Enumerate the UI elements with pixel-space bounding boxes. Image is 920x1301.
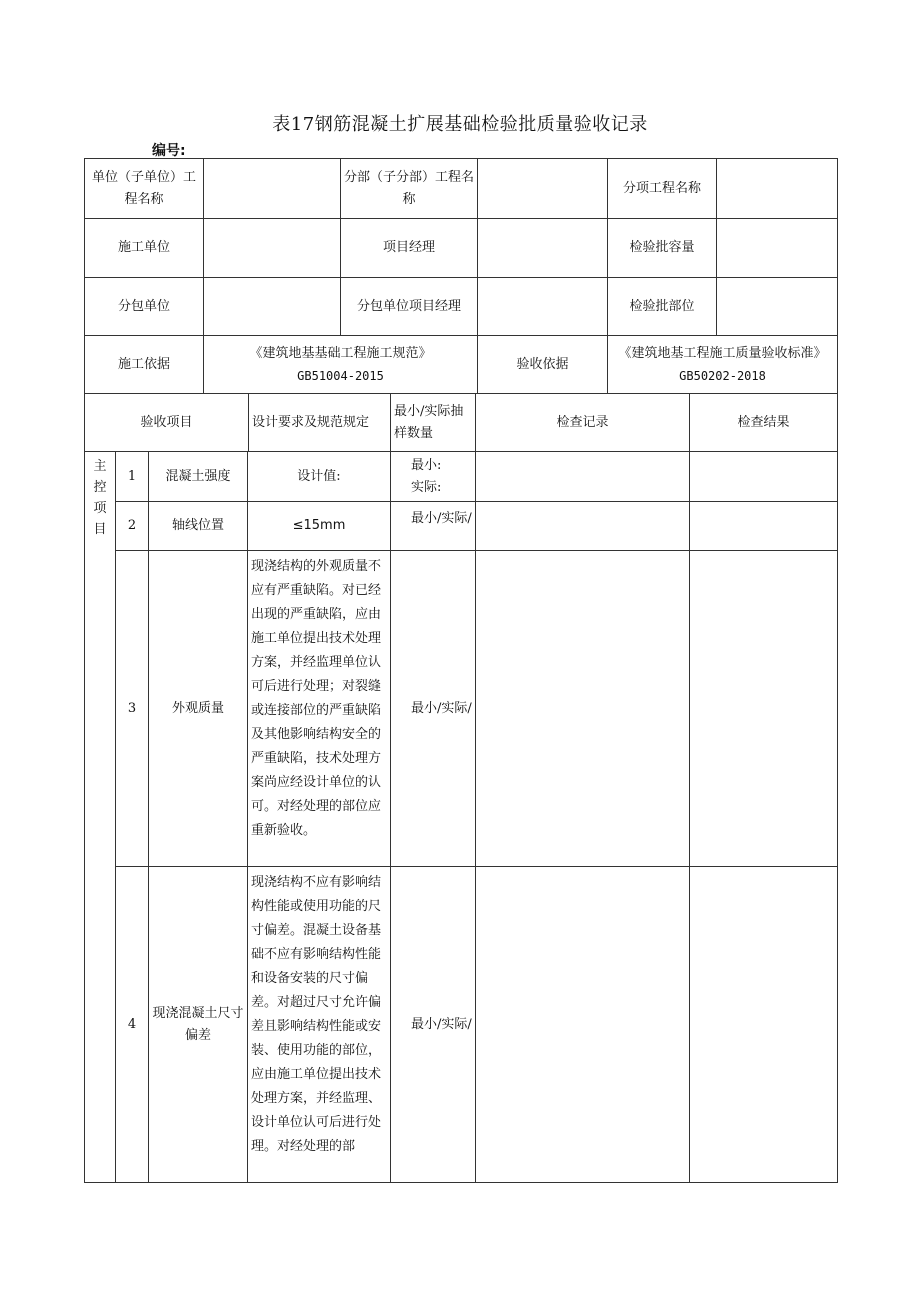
construction-basis-label: 施工依据 xyxy=(85,336,204,394)
construction-unit-label: 施工单位 xyxy=(85,219,204,278)
main-control-table xyxy=(84,451,838,1183)
column-sample: 最小/实际抽样数量 xyxy=(391,394,476,452)
unit-name-field[interactable] xyxy=(204,159,341,219)
construction-basis-code: GB51004-2015 xyxy=(297,368,384,383)
item-name-label: 分项工程名称 xyxy=(608,159,717,219)
row-requirement: 设计值: xyxy=(248,452,391,502)
subdivision-name-label: 分部（子分部）工程名称 xyxy=(341,159,478,219)
subcontractor-field[interactable] xyxy=(204,278,341,336)
row-result[interactable] xyxy=(690,452,838,502)
main-control-label: 主控项目 xyxy=(85,452,116,1183)
row-number: 1 xyxy=(116,452,149,502)
row-requirement: ≤15mm xyxy=(248,502,391,551)
sample-actual: 实际: xyxy=(411,479,442,495)
column-header-table xyxy=(84,393,838,452)
subcontractor-label: 分包单位 xyxy=(85,278,204,336)
page-title: 表17钢筋混凝土扩展基础检验批质量验收记录 xyxy=(272,114,648,135)
column-result: 检查结果 xyxy=(690,394,838,452)
row-item-name: 混凝土强度 xyxy=(149,452,248,502)
construction-basis-value xyxy=(204,336,478,394)
subcontractor-manager-field[interactable] xyxy=(478,278,608,336)
row-sample[interactable]: 最小/实际/ xyxy=(391,551,476,867)
table-row xyxy=(85,551,838,867)
subdivision-name-field[interactable] xyxy=(478,159,608,219)
column-item: 验收项目 xyxy=(85,394,249,452)
row-requirement: 现浇结构不应有影响结构性能或使用功能的尺寸偏差。混凝土设备基础不应有影响结构性能和设备安装的尺寸偏差。对超过尺寸允许偏差且影响结构性能或安装、使用功能的部位，应由施工单位提出技术处理方案，并经监理、设计单位认可后进行处理。对经处理的部 xyxy=(248,867,391,1183)
row-record[interactable] xyxy=(476,452,690,502)
batch-capacity-field[interactable] xyxy=(717,219,838,278)
sample-min: 最小: xyxy=(411,457,442,473)
batch-capacity-label: 检验批容量 xyxy=(608,219,717,278)
column-requirement: 设计要求及规范规定 xyxy=(249,394,391,452)
record-number-label: 编号: xyxy=(152,143,186,159)
table-row xyxy=(85,867,838,1183)
row-result[interactable] xyxy=(690,502,838,551)
header-info-table xyxy=(84,158,838,394)
row-item-name: 轴线位置 xyxy=(149,502,248,551)
row-sample[interactable]: 最小/实际/ xyxy=(391,502,476,551)
batch-location-label: 检验批部位 xyxy=(608,278,717,336)
row-record[interactable] xyxy=(476,551,690,867)
row-number: 3 xyxy=(116,551,149,867)
acceptance-basis-label: 验收依据 xyxy=(478,336,608,394)
row-record[interactable] xyxy=(476,867,690,1183)
row-result[interactable] xyxy=(690,867,838,1183)
row-number: 4 xyxy=(116,867,149,1183)
project-manager-field[interactable] xyxy=(478,219,608,278)
acceptance-basis-value xyxy=(608,336,838,394)
row-number: 2 xyxy=(116,502,149,551)
table-row xyxy=(85,502,838,551)
row-item-name: 现浇混凝土尺寸偏差 xyxy=(149,867,248,1183)
row-item-name: 外观质量 xyxy=(149,551,248,867)
project-manager-label: 项目经理 xyxy=(341,219,478,278)
acceptance-basis-code: GB50202-2018 xyxy=(679,368,766,383)
batch-location-field[interactable] xyxy=(717,278,838,336)
construction-basis-standard: 《建筑地基基础工程施工规范》 xyxy=(249,345,432,361)
item-name-field[interactable] xyxy=(717,159,838,219)
construction-unit-field[interactable] xyxy=(204,219,341,278)
row-requirement: 现浇结构的外观质量不应有严重缺陷。对已经出现的严重缺陷，应由施工单位提出技术处理方案，并经监理单位认可后进行处理；对裂缝或连接部位的严重缺陷及其他影响结构安全的严重缺陷，技术处理方案尚应经设计单位的认可。对经处理的部位应重新验收。 xyxy=(248,551,391,867)
unit-name-label: 单位（子单位）工程名称 xyxy=(85,159,204,219)
table-row xyxy=(85,452,838,502)
column-record: 检查记录 xyxy=(476,394,690,452)
row-sample[interactable] xyxy=(391,452,476,502)
row-record[interactable] xyxy=(476,502,690,551)
row-sample[interactable]: 最小/实际/ xyxy=(391,867,476,1183)
row-result[interactable] xyxy=(690,551,838,867)
acceptance-basis-standard: 《建筑地基工程施工质量验收标准》 xyxy=(618,345,827,361)
subcontractor-manager-label: 分包单位项目经理 xyxy=(341,278,478,336)
